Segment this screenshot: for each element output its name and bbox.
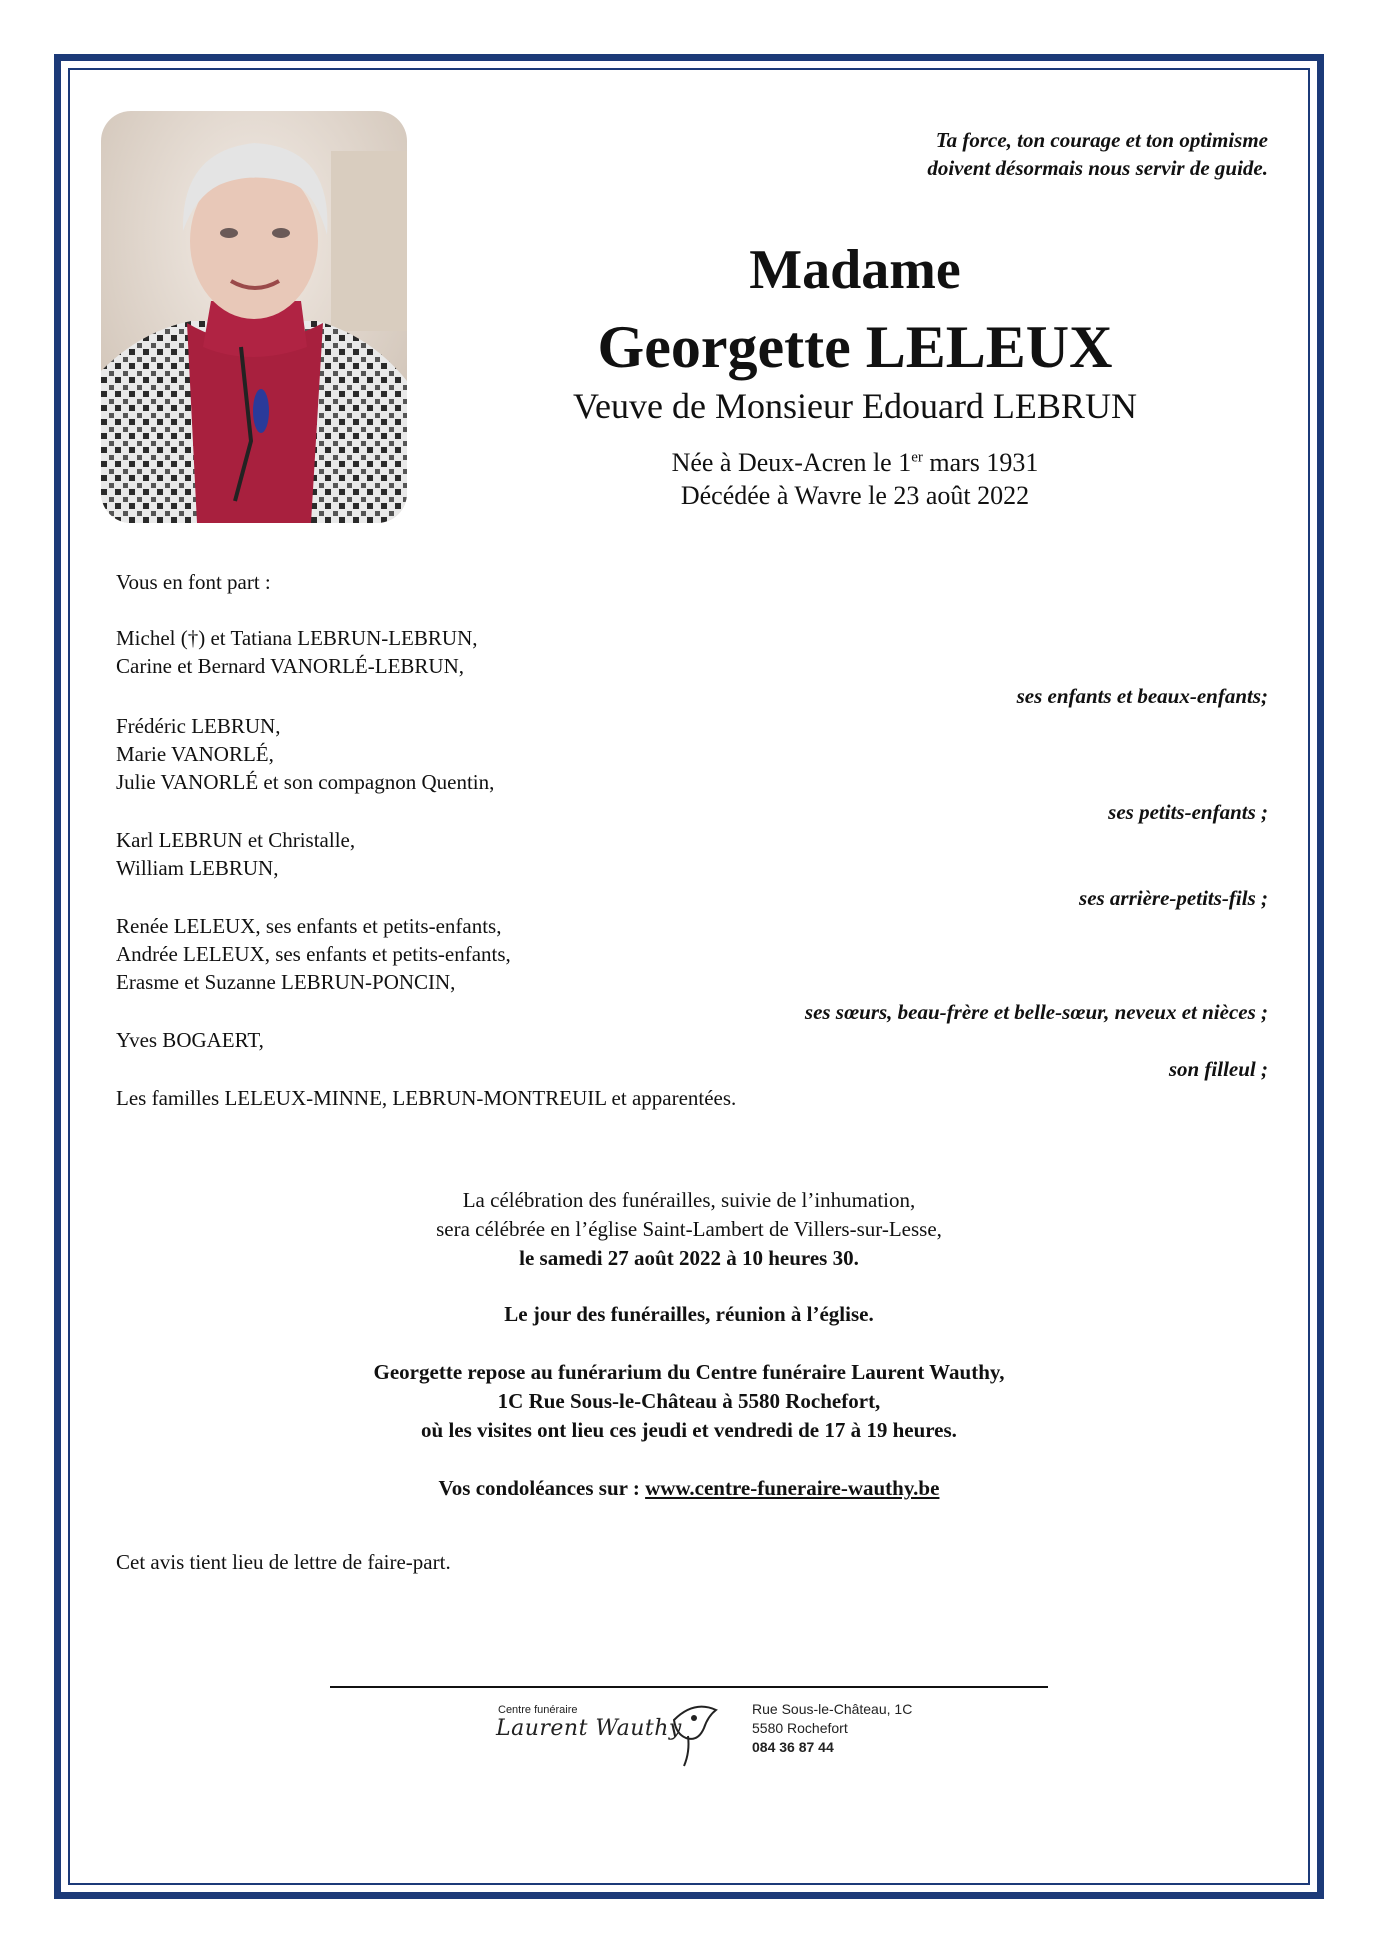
family-relation: son filleul ; — [1168, 1057, 1268, 1081]
family-relation: ses enfants et beaux-enfants; — [1016, 684, 1268, 708]
honorific: Madame — [749, 239, 961, 301]
family-member: Les familles LELEUX-MINNE, LEBRUN-MONTREUIL et apparentées. — [116, 1086, 737, 1110]
phone-number: 084 36 87 44 — [752, 1739, 834, 1755]
family-member: Yves BOGAERT, — [116, 1028, 264, 1052]
family-member: Carine et Bernard VANORLÉ-LEBRUN, — [116, 654, 464, 678]
logo-caption: Centre funéraire — [498, 1704, 578, 1716]
family-member: Karl LEBRUN et Christalle, — [116, 828, 356, 852]
funeral-home-logo — [494, 1696, 734, 1768]
condolences-label: Vos condoléances sur : — [438, 1476, 646, 1500]
funerarium-line: où les visites ont lieu ces jeudi et vendredi de 17 à 19 heures. — [421, 1418, 957, 1442]
family-group — [116, 624, 477, 680]
ceremony-line: La célébration des funérailles, suivie de l’inhumation, — [462, 1188, 916, 1212]
portrait-photo — [101, 111, 407, 523]
family-member: Michel (†) et Tatiana LEBRUN-LEBRUN, — [116, 626, 478, 650]
family-member: Julie VANORLÉ et son compagnon Quentin, — [116, 770, 495, 794]
family-group — [116, 912, 511, 996]
ceremony-line: sera célébrée en l’église Saint-Lambert de Villers-sur-Lesse, — [436, 1217, 942, 1241]
family-group — [116, 1026, 264, 1054]
condolences-link[interactable]: www.centre-funeraire-wauthy.be — [645, 1476, 940, 1500]
family-relation: ses arrière-petits-fils ; — [1079, 886, 1268, 910]
family-member: Marie VANORLÉ, — [116, 742, 274, 766]
life-dates — [460, 446, 1250, 512]
quote-line: doivent désormais nous servir de guide. — [927, 156, 1268, 180]
funeral-home-address — [752, 1700, 912, 1757]
family-group — [116, 712, 494, 796]
family-member: Renée LELEUX, ses enfants et petits-enfants, — [116, 914, 502, 938]
address-line: 5580 Rochefort — [752, 1720, 848, 1736]
family-member: Erasme et Suzanne LEBRUN-PONCIN, — [116, 970, 456, 994]
family-member: Frédéric LEBRUN, — [116, 714, 281, 738]
widow-of: Veuve de Monsieur Edouard LEBRUN — [573, 386, 1137, 426]
family-relation: ses petits-enfants ; — [1108, 800, 1268, 824]
family-relation: ses sœurs, beau-frère et belle-sœur, neveux et nièces ; — [804, 1000, 1268, 1024]
funerarium-line: Georgette repose au funérarium du Centre funéraire Laurent Wauthy, — [373, 1360, 1005, 1384]
epigraph-quote — [927, 126, 1268, 182]
ceremony-details — [160, 1186, 1218, 1273]
logo-wordmark: Laurent Wauthy — [496, 1716, 682, 1741]
intro-text: Vous en font part : — [116, 570, 271, 594]
ceremony-date: le samedi 27 août 2022 à 10 heures 30. — [519, 1246, 859, 1270]
birth-line: Née à Deux-Acren le 1er mars 1931 — [671, 448, 1039, 477]
family-group — [116, 1084, 736, 1112]
family-group — [116, 826, 355, 882]
deceased-name: Georgette LELEUX — [597, 314, 1113, 380]
meeting-note: Le jour des funérailles, réunion à l’église. — [504, 1302, 874, 1326]
condolences — [160, 1474, 1218, 1503]
quote-line: Ta force, ton courage et ton optimisme — [935, 128, 1268, 152]
family-member: William LEBRUN, — [116, 856, 279, 880]
death-line: Décédée à Wavre le 23 août 2022 — [680, 481, 1030, 510]
funerarium-line: 1C Rue Sous-le-Château à 5580 Rochefort, — [497, 1389, 881, 1413]
closing-note: Cet avis tient lieu de lettre de faire-part. — [116, 1550, 451, 1574]
footer-divider — [330, 1686, 1048, 1688]
address-line: Rue Sous-le-Château, 1C — [752, 1701, 913, 1717]
funerarium-details — [160, 1358, 1218, 1445]
calla-lily-icon — [664, 1698, 724, 1768]
family-member: Andrée LELEUX, ses enfants et petits-enfants, — [116, 942, 511, 966]
